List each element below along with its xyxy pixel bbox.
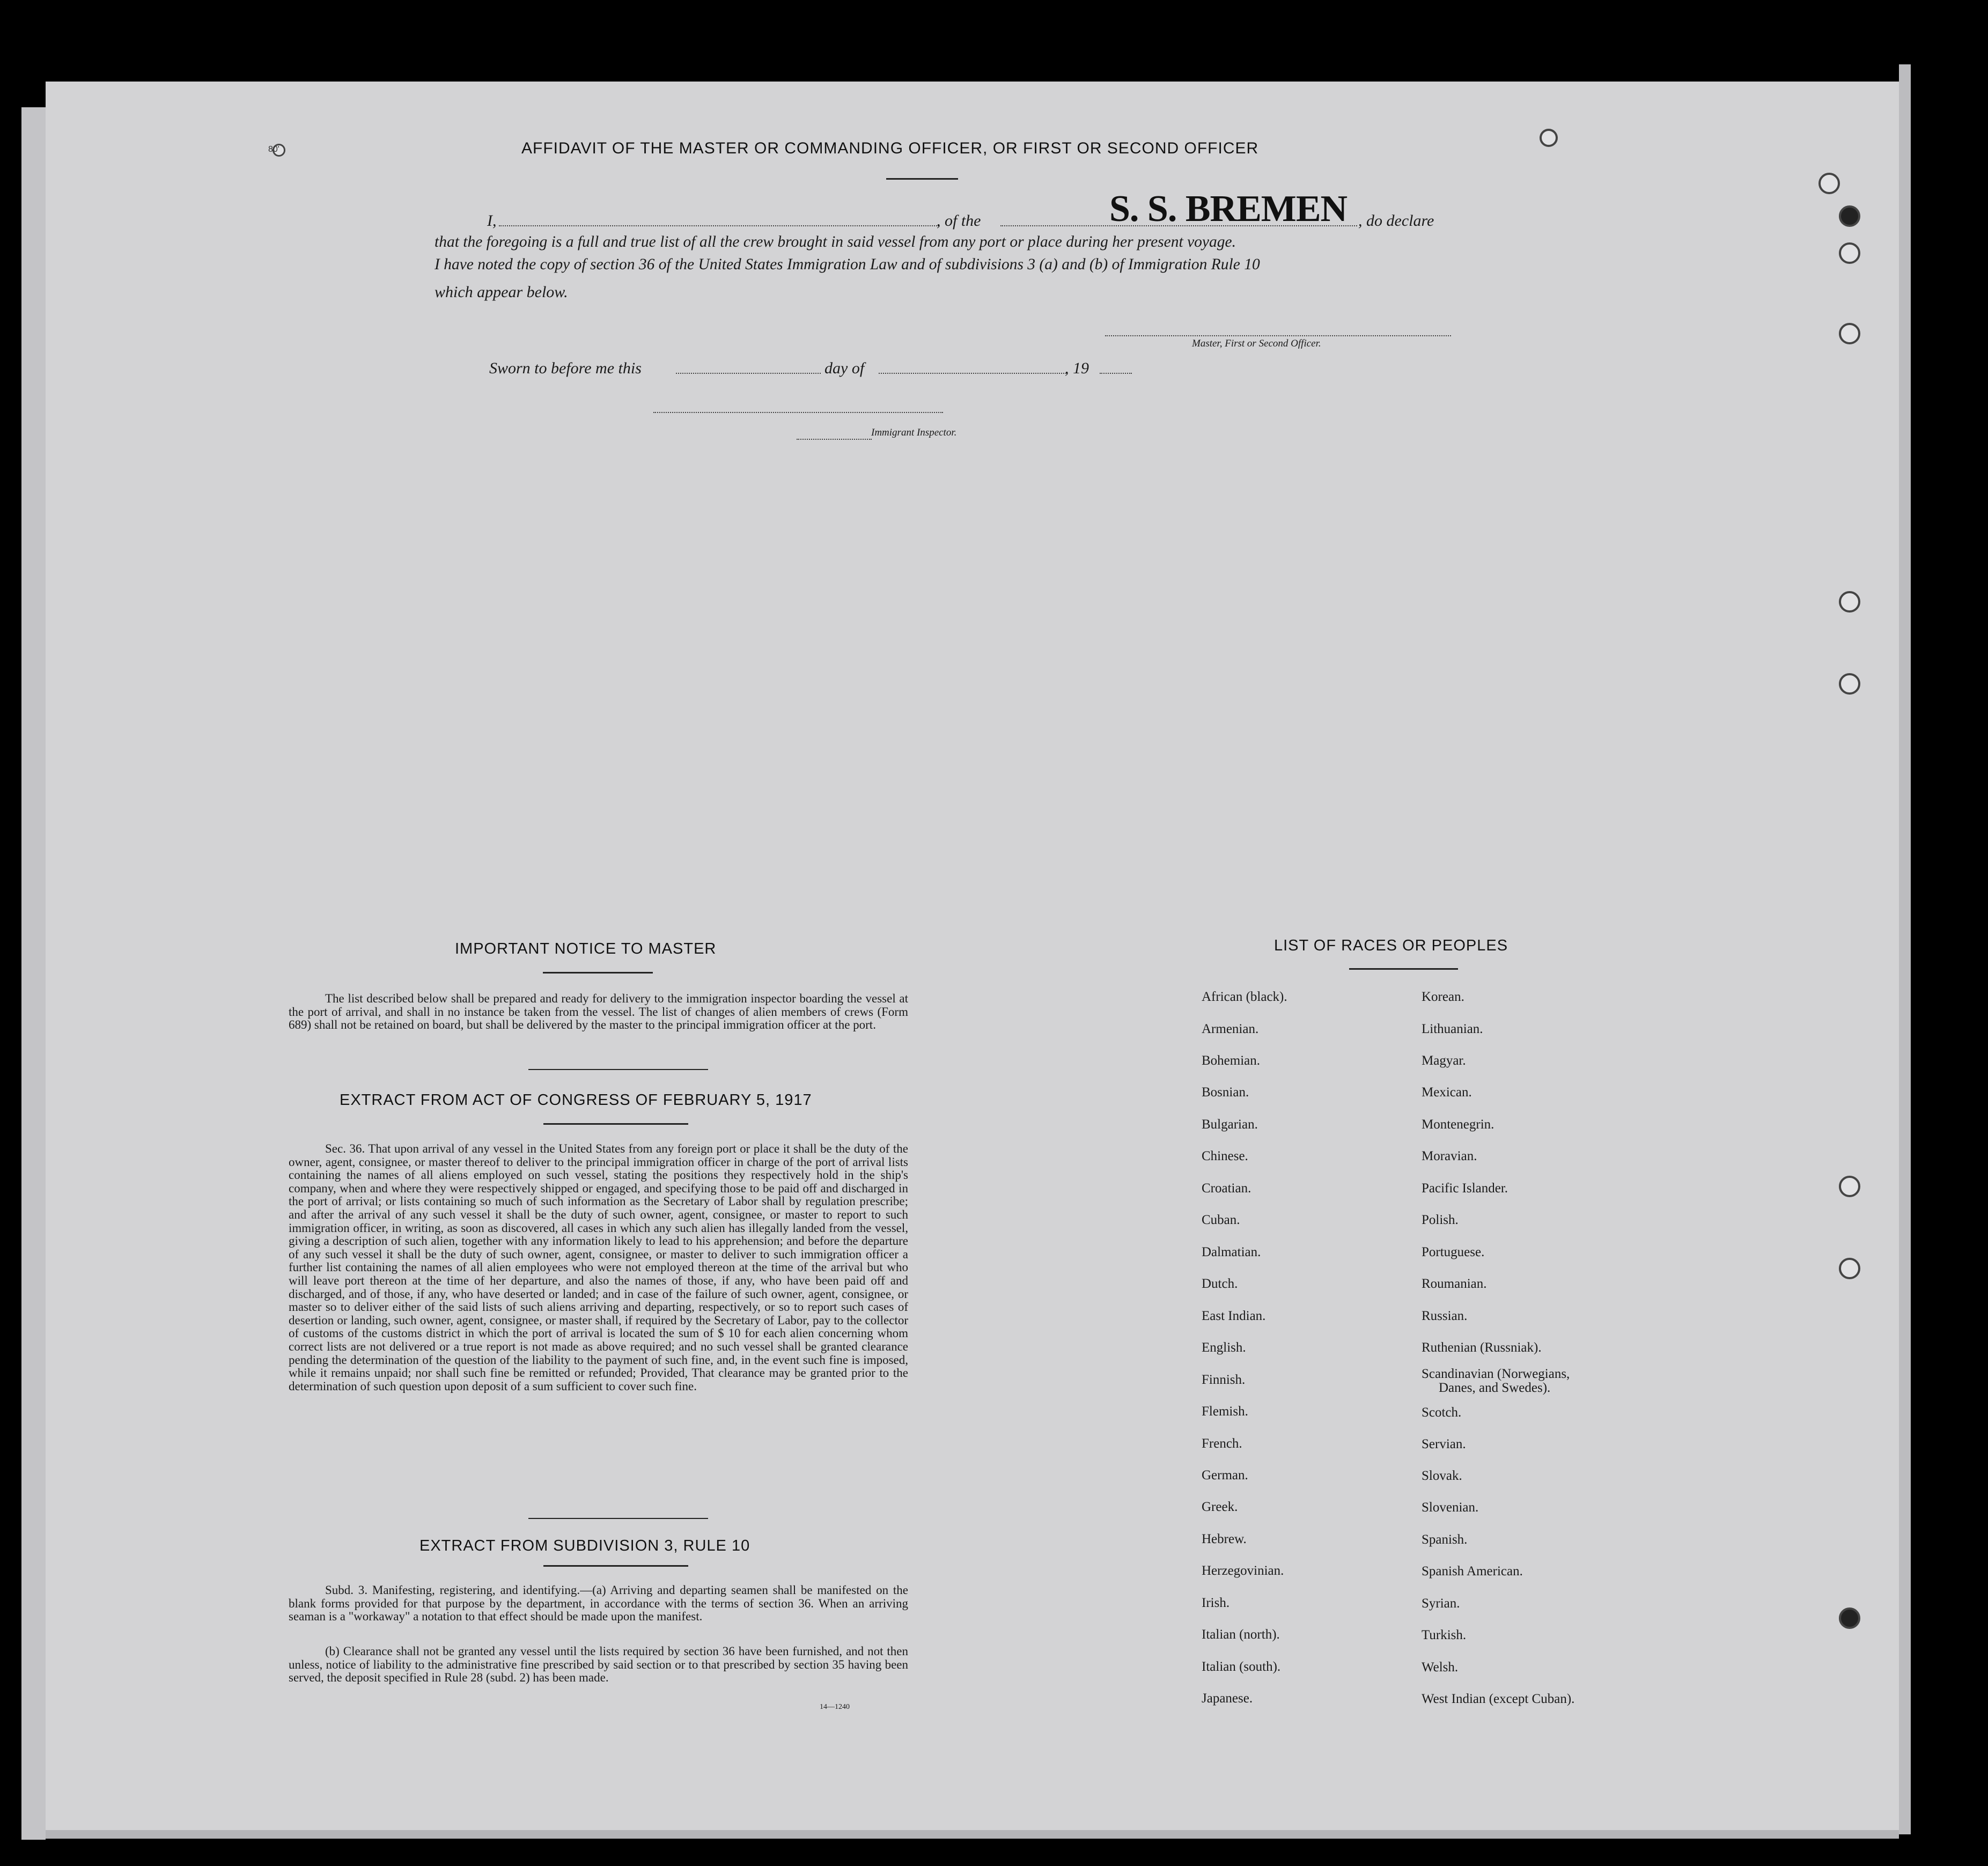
master-name-field[interactable] <box>499 225 939 226</box>
margin-mark: 80' <box>268 145 279 154</box>
race-right: Welsh. <box>1422 1660 1459 1675</box>
binder-hole-icon <box>1839 591 1860 613</box>
race-right: Portuguese. <box>1422 1245 1485 1259</box>
sworn-day-of: day of <box>824 359 865 377</box>
race-left: German. <box>1202 1468 1248 1483</box>
master-caption: Master, First or Second Officer. <box>1192 338 1321 349</box>
race-left: East Indian. <box>1202 1309 1266 1323</box>
race-left: Italian (north). <box>1202 1627 1280 1642</box>
sworn-year-label: , 19 <box>1065 359 1089 377</box>
form-number: 14—1240 <box>820 1703 850 1711</box>
race-left: Chinese. <box>1202 1149 1248 1163</box>
race-left: Japanese. <box>1202 1691 1253 1706</box>
inspector-caption: Immigrant Inspector. <box>871 427 957 438</box>
race-left: Bulgarian. <box>1202 1117 1258 1132</box>
race-left: Croatian. <box>1202 1181 1251 1196</box>
race-left: English. <box>1202 1340 1246 1355</box>
race-right: Spanish. <box>1422 1532 1468 1547</box>
document-page <box>46 82 1899 1830</box>
rule-text-a: Subd. 3. Manifesting, registering, and identifying.—(a) Arriving and departing seamen shall be manifested on the blank forms provided for that purpose by the department, in accordance with the terms of section 36. When an arriving seaman is a "workaway" a notation to that effect should be made upon the manifest. <box>289 1583 908 1624</box>
inspector-signature-field[interactable] <box>653 412 943 413</box>
race-right: Scandinavian (Norwegians, <box>1422 1367 1570 1381</box>
binder-hole-icon <box>1818 173 1840 194</box>
race-right: Magyar. <box>1422 1053 1466 1068</box>
race-left: Dutch. <box>1202 1277 1238 1291</box>
binder-hole-icon <box>1839 242 1860 264</box>
notice-title-rule <box>543 972 653 973</box>
sworn-day-field[interactable] <box>676 373 821 374</box>
race-right: Syrian. <box>1422 1596 1460 1611</box>
sworn-month-field[interactable] <box>879 373 1066 374</box>
rule-title-rule <box>543 1565 688 1567</box>
race-right: West Indian (except Cuban). <box>1422 1692 1575 1706</box>
race-left: Bosnian. <box>1202 1085 1249 1100</box>
affidavit-title-rule <box>886 178 958 180</box>
binder-hole-icon <box>1839 205 1860 227</box>
races-title-rule <box>1349 968 1458 970</box>
race-right: Spanish American. <box>1422 1564 1523 1579</box>
act-title: EXTRACT FROM ACT OF CONGRESS OF FEBRUARY 5, 1917 <box>340 1091 812 1109</box>
race-right: Mexican. <box>1422 1085 1472 1100</box>
race-right: Turkish. <box>1422 1628 1467 1642</box>
race-left: Dalmatian. <box>1202 1245 1261 1259</box>
race-left: Finnish. <box>1202 1373 1246 1387</box>
binder-hole-icon <box>1839 1258 1860 1279</box>
page-right-edge <box>1899 64 1911 1834</box>
affidavit-of-the: , of the <box>937 212 981 230</box>
race-right: Korean. <box>1422 990 1464 1004</box>
page-left-edge <box>21 107 46 1840</box>
race-left: Armenian. <box>1202 1022 1259 1036</box>
punch-hole-icon <box>1540 129 1558 147</box>
affidavit-i-label: I, <box>487 212 497 230</box>
race-left: Greek. <box>1202 1500 1238 1514</box>
act-text: Sec. 36. That upon arrival of any vessel in the United States from any foreign port or place it shall be the duty of the owner, agent, consignee, or master thereof to deliver to the principal immigration officer in charge of the port of arrival lists containing the names of all aliens employed on such vessel, stating the positions they respectively hold in the ship's company, when and where they were respectively shipped or engaged, and specifying those to be paid off and discharged in the port of arrival; or lists containing so much of such information as the Secretary of Labor shall by regulation prescribe; and after the arrival of any such vessel it shall be the duty of such owner, agent, consignee, or master to report to such immigration officer, in writing, as soon as discovered, all cases in which any such alien has illegally landed from the vessel, giving a description of such alien, together with any information likely to lead to his apprehension; and before the departure of any such vessel it shall be the duty of such owner, agent, consignee, or master to deliver to such immigration officer a further list containing the names of all alien employees who were not employed thereon at the time of the arrival but who will leave port thereon at the time of her departure, and also the names of those, if any, who have been paid off and discharged, and of those, if any, who have deserted or landed; and in case of the failure of such owner, agent, consignee, or master so to deliver either of the said lists of such aliens arriving and departing, respectively, or so to report such cases of desertion or landing, such owner, agent, consignee, or master shall, if required by the Secretary of Labor, pay to the collector of customs of the customs district in which the port of arrival is located the sum of $ 10 for each alien concerning whom correct lists are not delivered or a true report is not made as above required; and no such vessel shall be granted clearance pending the determination of the question of the liability to the payment of such fine, and, in the event such fine is imposed, while it remains unpaid; nor shall such fine be remitted or refunded; Provided, That clearance may be granted prior to the determination of such question upon deposit of a sum sufficient to cover such fine. <box>289 1142 908 1393</box>
master-signature-field[interactable] <box>1105 335 1451 336</box>
race-right: Slovak. <box>1422 1469 1462 1483</box>
binder-hole-icon <box>1839 1176 1860 1197</box>
act-title-rule <box>543 1123 688 1125</box>
race-left: Hebrew. <box>1202 1532 1247 1546</box>
race-right: Pacific Islander. <box>1422 1181 1508 1196</box>
affidavit-do-declare: , do declare <box>1358 212 1434 230</box>
binder-hole-icon <box>1839 323 1860 344</box>
inspector-caption-leader <box>797 439 872 440</box>
race-right: Lithuanian. <box>1422 1022 1483 1036</box>
race-left: Cuban. <box>1202 1213 1240 1227</box>
race-left: Flemish. <box>1202 1404 1248 1419</box>
race-right: Servian. <box>1422 1437 1466 1451</box>
races-title: LIST OF RACES OR PEOPLES <box>1274 937 1508 954</box>
rule-text-b: (b) Clearance shall not be granted any vessel until the lists required by section 36 have been furnished, and not then unless, notice of liability to the administrative fine prescribed by said section or to that prescribed by section 35 having been served, the deposit specified in Rule 28 (subd. 2) has been made. <box>289 1644 908 1685</box>
race-right: Moravian. <box>1422 1149 1477 1163</box>
binder-hole-icon <box>1839 673 1860 695</box>
affidavit-line-4: which appear below. <box>435 283 568 301</box>
page-bottom-edge <box>46 1830 1899 1839</box>
sworn-label: Sworn to before me this <box>489 359 642 377</box>
race-right: Scotch. <box>1422 1405 1462 1420</box>
notice-title: IMPORTANT NOTICE TO MASTER <box>455 940 717 957</box>
race-left: Irish. <box>1202 1596 1230 1610</box>
race-left: Herzegovinian. <box>1202 1563 1284 1578</box>
binder-hole-icon <box>1839 1607 1860 1629</box>
sworn-year-field[interactable] <box>1100 373 1132 374</box>
affidavit-line-3: I have noted the copy of section 36 of the United States Immigration Law and of subdivisions 3 (a) and (b) of Immigration Rule 10 <box>435 256 1260 273</box>
race-right: Slovenian. <box>1422 1500 1479 1515</box>
affidavit-title: AFFIDAVIT OF THE MASTER OR COMMANDING OFFICER, OR FIRST OR SECOND OFFICER <box>521 139 1259 157</box>
race-right: Montenegrin. <box>1422 1117 1494 1132</box>
act-separator-rule <box>528 1069 708 1070</box>
race-right: Danes, and Swedes). <box>1439 1381 1551 1395</box>
race-right: Polish. <box>1422 1213 1459 1227</box>
race-right: Ruthenian (Russniak). <box>1422 1340 1542 1355</box>
race-left: Bohemian. <box>1202 1053 1261 1068</box>
ship-name: S. S. BREMEN <box>1109 188 1348 230</box>
rule-title: EXTRACT FROM SUBDIVISION 3, RULE 10 <box>419 1537 750 1554</box>
affidavit-line-2: that the foregoing is a full and true list of all the crew brought in said vessel from any port or place during her present voyage. <box>435 233 1236 250</box>
notice-text: The list described below shall be prepared and ready for delivery to the immigration inspector boarding the vessel at the port of arrival, and shall in no instance be taken from the vessel. The list of changes of alien members of crews (Form 689) shall not be retained on board, but shall be delivered by the master to the principal immigration officer at the port. <box>289 992 908 1032</box>
race-left: Italian (south). <box>1202 1660 1281 1674</box>
race-left: African (black). <box>1202 990 1287 1004</box>
rule-separator-rule <box>528 1518 708 1519</box>
race-right: Russian. <box>1422 1309 1468 1323</box>
race-left: French. <box>1202 1436 1242 1451</box>
race-right: Roumanian. <box>1422 1277 1487 1291</box>
